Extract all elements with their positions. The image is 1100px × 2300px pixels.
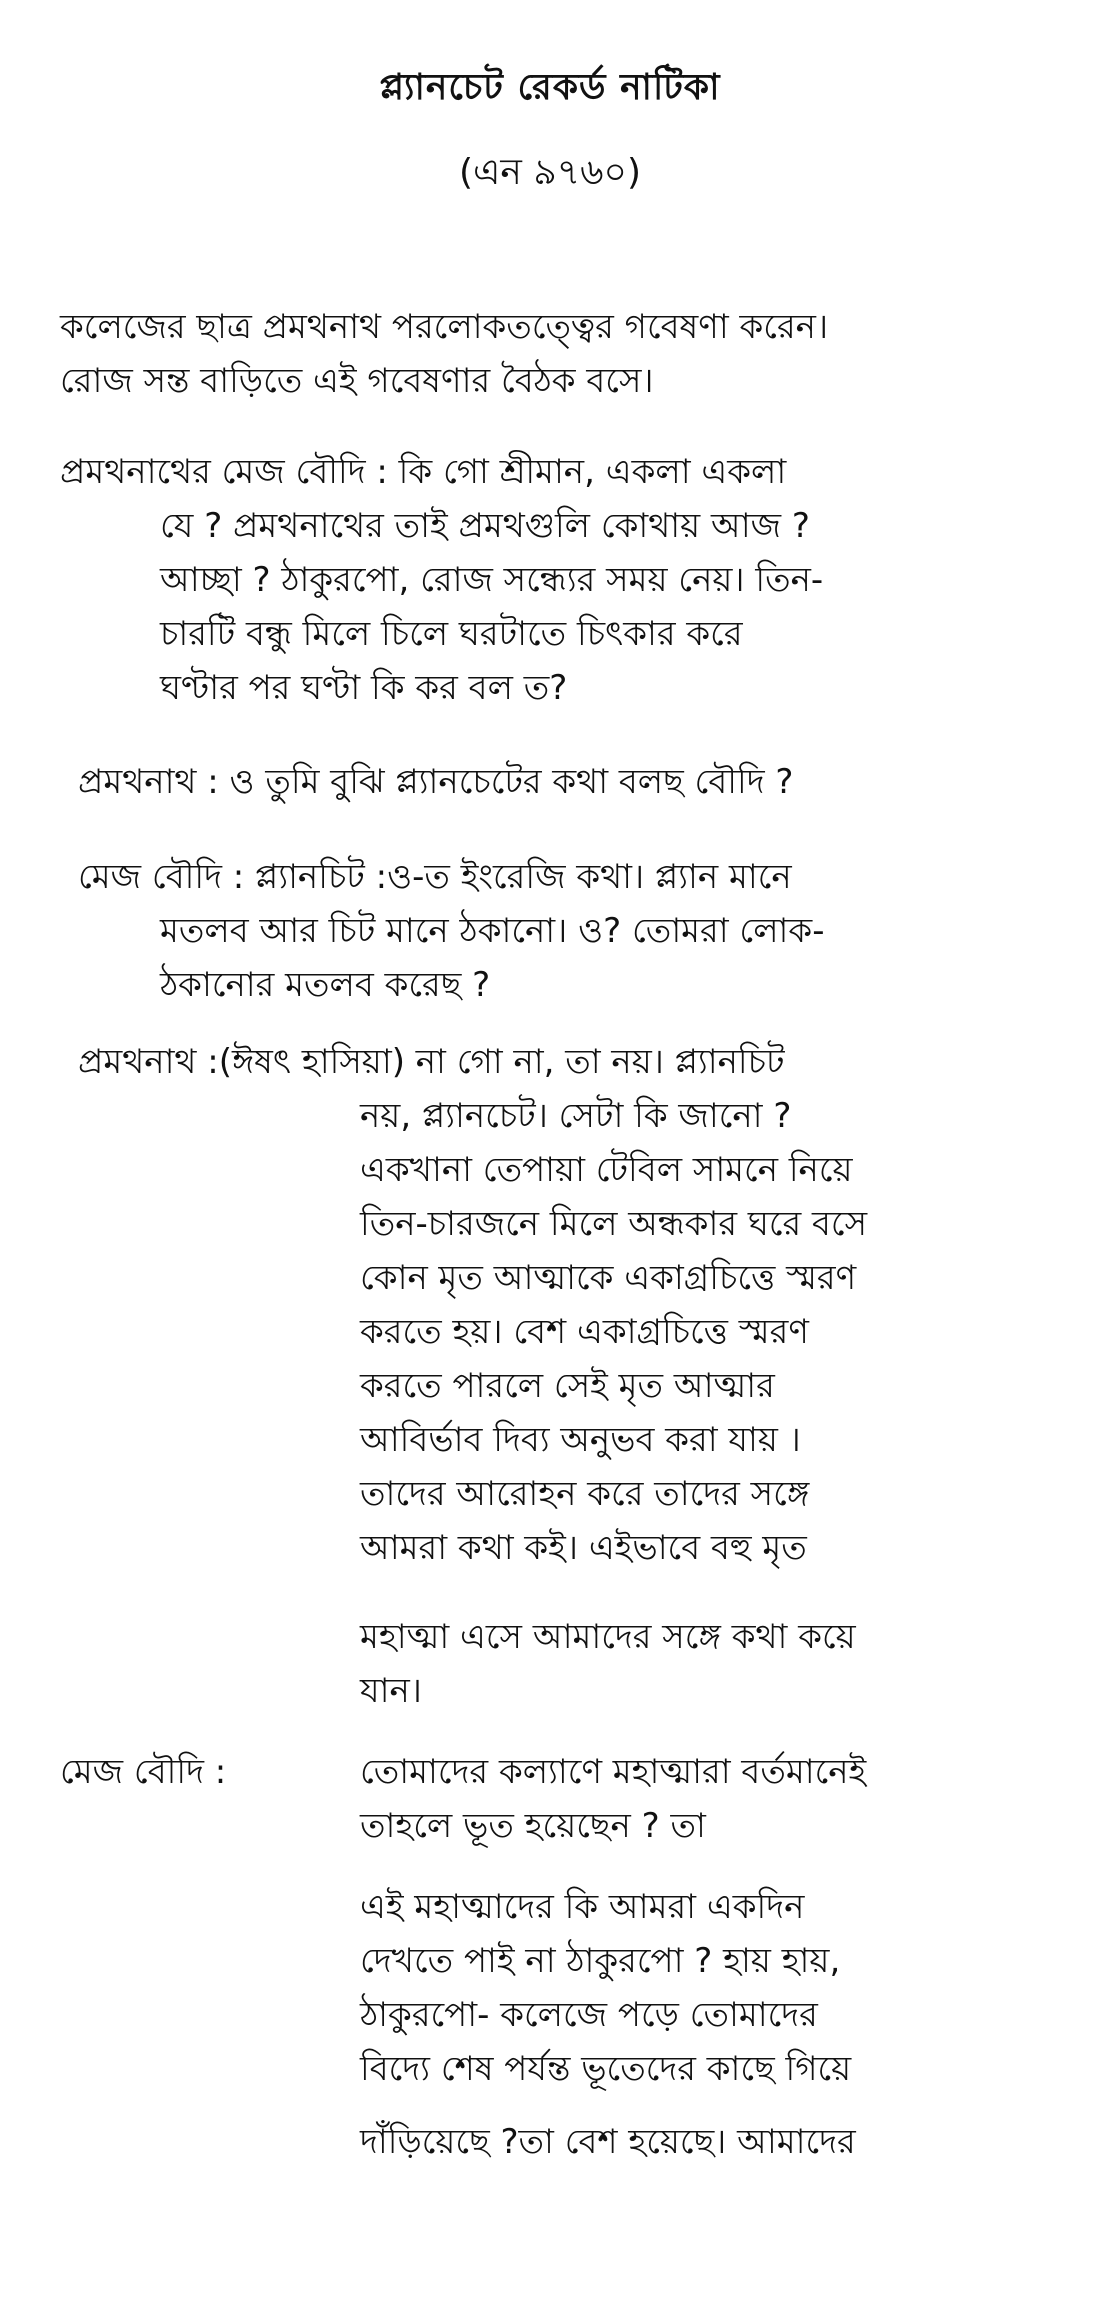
dialogue-line: তাদের আরোহন করে তাদের সঙ্গে bbox=[360, 1474, 810, 1514]
dialogue-line: আমরা কথা কই। এইভাবে বহু মৃত bbox=[360, 1528, 807, 1568]
dialogue-line: বিদ্যে শেষ পর্যন্ত ভূতেদের কাছে গিয়ে bbox=[360, 2049, 852, 2089]
dialogue-line: যে ? প্রমথনাথের তাই প্রমথগুলি কোথায় আজ ? bbox=[160, 506, 810, 546]
dialogue-line: মেজ বৌদি : প্ল্যানচিট :ও-ত ইংরেজি কথা। প্ল্যান মানে bbox=[78, 857, 792, 897]
dialogue-line: ঠকানোর মতলব করেছ ? bbox=[160, 965, 491, 1005]
dialogue-line: দেখতে পাই না ঠাকুরপো ? হায় হায়, bbox=[360, 1941, 841, 1981]
dialogue-line: করতে পারলে সেই মৃত আত্মার bbox=[360, 1366, 775, 1406]
dialogue-continuation bbox=[160, 499, 823, 715]
dialogue-line: যান। bbox=[360, 1671, 422, 1711]
record-number: (এন ৯৭৬০) bbox=[459, 152, 641, 193]
dialogue-block bbox=[78, 755, 793, 809]
dialogue-line: প্রমথনাথ :(ঈষৎ হাসিয়া) না গো না, তা নয়। প্ল্যানচিট bbox=[78, 1042, 785, 1082]
dialogue-line: মহাত্মা এসে আমাদের সঙ্গে কথা কয়ে bbox=[360, 1617, 856, 1657]
intro-line: কলেজের ছাত্র প্রমথনাথ পরলোকতত্ত্বের গবেষণা করেন। bbox=[60, 307, 829, 347]
dialogue-line: প্রমথনাথের মেজ বৌদি : কি গো শ্রীমান, একলা একলা bbox=[60, 452, 787, 492]
dialogue-line: তিন-চারজনে মিলে অন্ধকার ঘরে বসে bbox=[360, 1204, 868, 1244]
dialogue-line: আবির্ভাব দিব্য অনুভব করা যায় । bbox=[360, 1420, 801, 1460]
dialogue-continuation bbox=[360, 1880, 851, 2096]
dialogue-line: কোন মৃত আত্মাকে একাগ্রচিত্তে স্মরণ bbox=[360, 1258, 857, 1298]
dialogue-line: তাহলে ভূত হয়েছেন ? তা bbox=[360, 1806, 706, 1846]
dialogue-line: চারটি বন্ধু মিলে চিলে ঘরটাতে চিৎকার করে bbox=[160, 614, 743, 654]
dialogue-line: একখানা তেপায়া টেবিল সামনে নিয়ে bbox=[360, 1150, 853, 1190]
dialogue-line: মতলব আর চিট মানে ঠকানো। ও? তোমরা লোক- bbox=[160, 911, 825, 951]
dialogue-block bbox=[60, 445, 786, 499]
dialogue-line: নয়, প্ল্যানচেট। সেটা কি জানো ? bbox=[360, 1096, 792, 1136]
intro-paragraph bbox=[60, 300, 828, 408]
dialogue-continuation bbox=[160, 904, 824, 1012]
dialogue-line: করতে হয়। বেশ একাগ্রচিত্তে স্মরণ bbox=[360, 1312, 809, 1352]
dialogue-continuation bbox=[360, 1745, 866, 1853]
page-title: প্ল্যানচেট রেকর্ড নাটিকা bbox=[379, 67, 721, 108]
dialogue-line: আচ্ছা ? ঠাকুরপো, রোজ সন্ধ্যের সময় নেয়। তিন- bbox=[160, 560, 824, 600]
dialogue-line: প্রমথনাথ : ও তুমি বুঝি প্ল্যানচেটের কথা বলছ বৌদি ? bbox=[78, 762, 794, 802]
dialogue-line: এই মহাত্মাদের কি আমরা একদিন bbox=[360, 1887, 805, 1927]
speaker-label: মেজ বৌদি : bbox=[60, 1752, 227, 1792]
intro-line: রোজ সন্ত বাড়িতে এই গবেষণার বৈঠক বসে। bbox=[60, 361, 654, 401]
dialogue-line: ঠাকুরপো- কলেজে পড়ে তোমাদের bbox=[360, 1995, 818, 2035]
dialogue-continuation bbox=[360, 1610, 856, 1718]
dialogue-line: তোমাদের কল্যাণে মহাত্মারা বর্তমানেই bbox=[360, 1752, 867, 1792]
dialogue-continuation bbox=[360, 1089, 867, 1575]
dialogue-line: দাঁড়িয়েছে ?তা বেশ হয়েছে। আমাদের bbox=[360, 2122, 856, 2162]
dialogue-block bbox=[78, 850, 792, 904]
dialogue-line: ঘণ্টার পর ঘণ্টা কি কর বল ত? bbox=[160, 668, 568, 708]
dialogue-block bbox=[78, 1035, 785, 1089]
dialogue-continuation bbox=[360, 2115, 856, 2169]
